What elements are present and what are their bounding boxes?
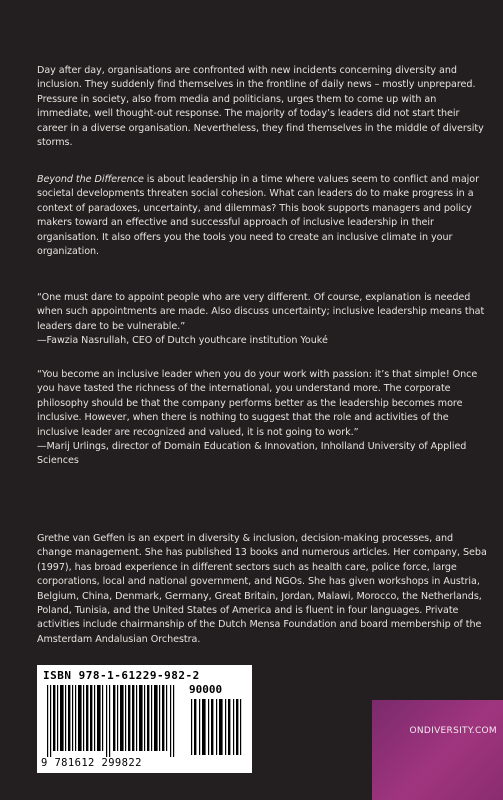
isbn-number: ISBN 978-1-61229-982-2 bbox=[43, 669, 200, 682]
ean-digits: 9 781612 299822 bbox=[41, 757, 142, 769]
ean-barcode-bars bbox=[43, 685, 183, 757]
description-text: Day after day, organisations are confronted with new incidents concerning diversity and inclusion. They suddenly find themselves in the frontline of daily news – mostly unprepared. Pressure in society, also from media and politicians, urges them to come up with an immediate, well thought-out response. The majority of today’s leaders did not start their career in a diverse organisation. Nevertheless, they find themselves in the middle of diversity storms. bbox=[37, 65, 484, 149]
description-text: is about leadership in a time where values seem to conflict and major societal developments threaten social cohesion. What can leaders do to make progress in a context of paradoxes, uncertainty, and dilemmas? This book supports managers and policy makers toward an effective and successful approach of inclusive leadership in their organisation. It also offers you the tools you need to create an inclusive climate in your organization. bbox=[37, 174, 479, 258]
author-bio-text: Grethe van Geffen is an expert in diversity & inclusion, decision-making processes, and change management. She has published 13 books and numerous articles. Her company, Seba (1997), has broad experience in different sectors such as health care, police force, large corporations, local and national government, and NGOs. She has given workshops in Austria, Belgium, China, Denmark, Germany, Great Britain, Jordan, Malawi, Morocco, the Netherlands, Poland, Tunisia, and the United States of America and is fluent in four languages. Private activities include chairmanship of the Dutch Mensa Foundation and board membership of the Amsterdam Andalusian Orchestra. bbox=[37, 533, 487, 645]
addon-barcode-bars bbox=[189, 699, 244, 755]
price-code: 90000 bbox=[189, 683, 223, 696]
endorsement-quote-1 bbox=[37, 291, 487, 349]
isbn-barcode bbox=[37, 665, 252, 773]
publisher-url: ONDIVERSITY.COM bbox=[409, 726, 497, 736]
description-paragraph-1 bbox=[37, 64, 487, 150]
quote-attribution: —Fawzia Nasrullah, CEO of Dutch youthcare institution Youké bbox=[37, 335, 328, 347]
quote-text: “You become an inclusive leader when you do your work with passion: it’s that simple! Once you have tasted the richness of the international, you understand more. The corporate philosophy should be that the company performs better as the leadership becomes more inclusive. However, when there is nothing to suggest that the role and activities of the inclusive leader are recognized and valued, it is not going to work.” bbox=[37, 369, 478, 438]
publisher-logo-tile bbox=[372, 700, 503, 800]
endorsement-quote-2 bbox=[37, 368, 487, 469]
book-title-italic: Beyond the Difference bbox=[37, 174, 144, 185]
quote-text: “One must dare to appoint people who are very different. Of course, explanation is needed when such appointments are made. Also discuss uncertainty; inclusive leadership means that leaders dare to be vulnerable.” bbox=[37, 292, 485, 332]
author-bio bbox=[37, 532, 487, 647]
quote-attribution: —Marij Urlings, director of Domain Education & Innovation, Inholland University of Applied Sciences bbox=[37, 441, 467, 467]
description-paragraph-2 bbox=[37, 173, 487, 259]
